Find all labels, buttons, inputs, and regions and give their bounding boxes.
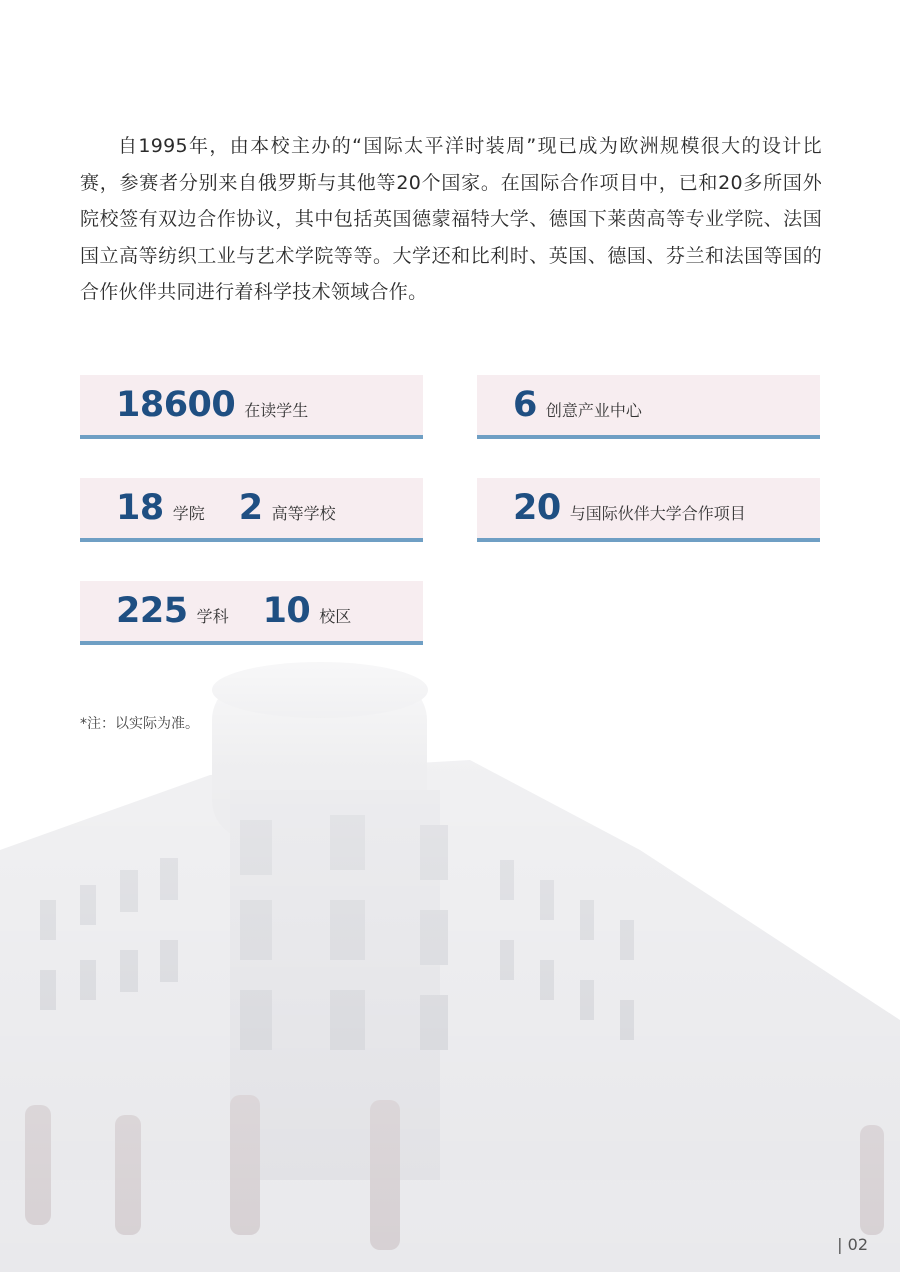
page-number: | 02 xyxy=(837,1235,868,1254)
stat-number: 225 xyxy=(116,591,188,631)
stat-number-secondary: 2 xyxy=(238,488,263,528)
stat-box-students xyxy=(80,375,423,439)
stat-box-partner-projects xyxy=(477,478,820,542)
stat-number: 6 xyxy=(513,385,537,425)
footnote: *注：以实际为准。 xyxy=(80,716,199,732)
stat-label: 与国际伙伴大学合作项目 xyxy=(569,504,746,523)
stat-box-creative-centers xyxy=(477,375,820,439)
stat-number: 18 xyxy=(116,488,164,528)
stat-label: 学科 xyxy=(196,607,229,626)
stat-number-secondary: 10 xyxy=(262,591,311,631)
stat-number: 20 xyxy=(513,488,561,528)
stat-label: 学院 xyxy=(172,504,205,523)
intro-paragraph: 自1995年，由本校主办的“国际太平洋时装周”现已成为欧洲规模很大的设计比赛，参赛者分别来自俄罗斯与其他等20个国家。在国际合作项目中，已和20多所国外院校签有双边合作协议，其中包括英国德蒙福特大学、德国下莱茵高等专业学院、法国国立高等纺织工业与艺术学院等等。大学还和比利时、英国、德国、芬兰和法国等国的合作伙伴共同进行着科学技术领域合作。 xyxy=(80,135,822,303)
stat-label: 在读学生 xyxy=(244,401,309,420)
stat-number: 18600 xyxy=(116,385,236,425)
stat-box-colleges xyxy=(80,478,423,542)
building-background-image xyxy=(0,600,900,1272)
stat-label-secondary: 校区 xyxy=(319,607,352,626)
stat-box-disciplines xyxy=(80,581,423,645)
stat-label: 创意产业中心 xyxy=(545,401,642,420)
stat-label-secondary: 高等学校 xyxy=(271,504,336,523)
